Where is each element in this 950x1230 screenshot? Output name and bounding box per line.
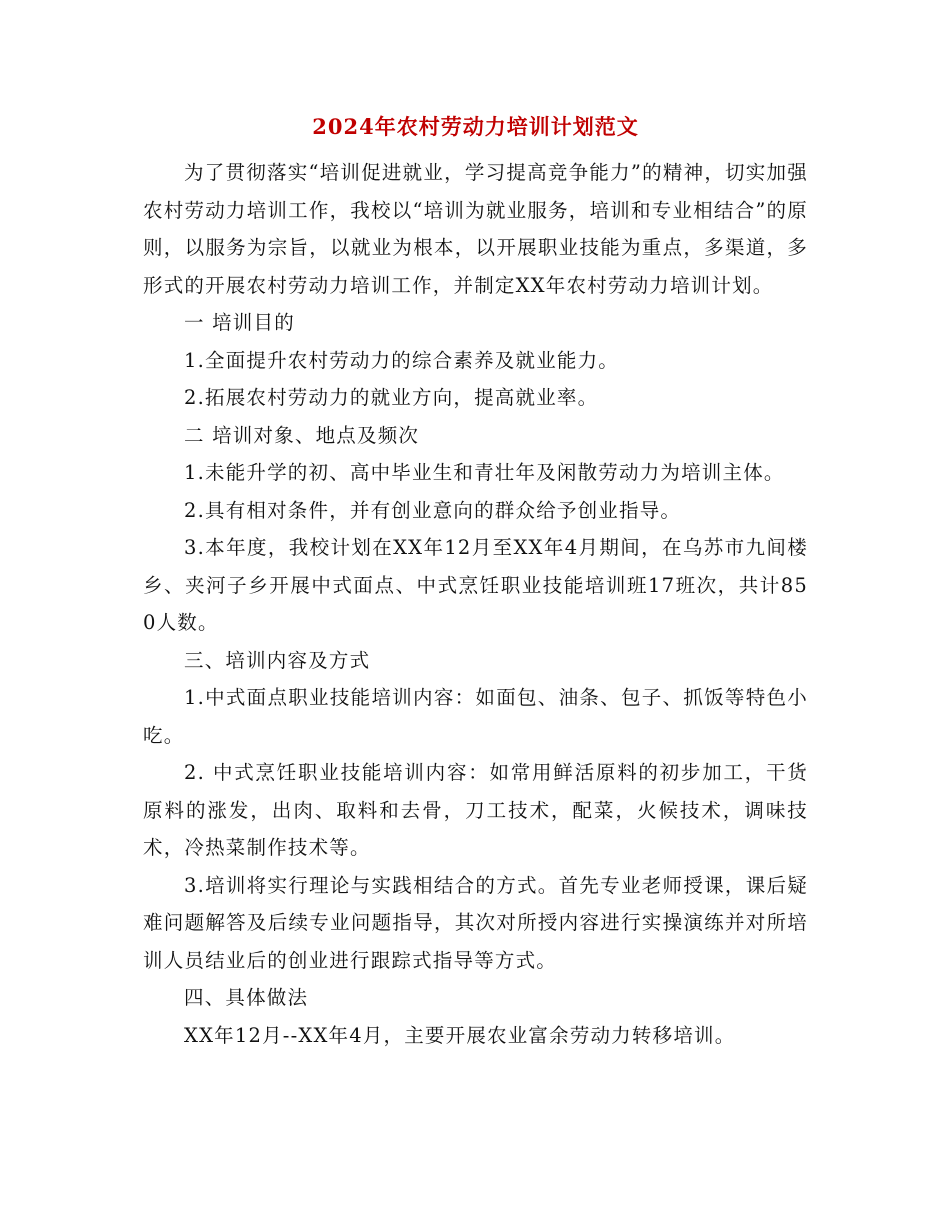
list-item: 2. 中式烹饪职业技能培训内容：如常用鲜活原料的初步加工，干货原料的涨发，出肉、取料和去骨，刀工技术，配菜，火候技术，调味技术，冷热菜制作技术等。 bbox=[143, 761, 808, 859]
document-page bbox=[143, 112, 808, 1054]
list-item: 3.本年度，我校计划在XX年12月至XX年4月期间，在乌苏市九间楼乡、夹河子乡开展中式面点、中式烹饪职业技能培训班17班次，共计850人数。 bbox=[143, 536, 808, 634]
list-item: 3.培训将实行理论与实践相结合的方式。首先专业老师授课，课后疑难问题解答及后续专业问题指导，其次对所授内容进行实操演练并对所培训人员结业后的创业进行跟踪式指导等方式。 bbox=[143, 873, 808, 972]
list-item: 1.未能升学的初、高中毕业生和青壮年及闲散劳动力为培训主体。 bbox=[184, 461, 785, 484]
schedule-paragraph: XX年12月--XX年4月，主要开展农业富余劳动力转移培训。 bbox=[184, 1023, 736, 1047]
list-item: 1.中式面点职业技能培训内容：如面包、油条、包子、抓饭等特色小吃。 bbox=[143, 686, 808, 747]
list-item: 2.具有相对条件，并有创业意向的群众给予创业指导。 bbox=[184, 498, 682, 522]
section-heading-method: 四、具体做法 bbox=[184, 986, 309, 1009]
section-heading-targets: 二 培训对象、地点及频次 bbox=[184, 423, 420, 447]
intro-paragraph: 为了贯彻落实“培训促进就业，学习提高竞争能力”的精神，切实加强农村劳动力培训工作，我校以“培训为就业服务，培训和专业相结合”的原则，以服务为宗旨，以就业为根本，以开展职业技能为重点，多渠道，多形式的开展农村劳动力培训工作，并制定XX年农村劳动力培训计划。 bbox=[143, 161, 808, 297]
section-heading-purpose: 一 培训目的 bbox=[184, 311, 295, 334]
list-item: 1.全面提升农村劳动力的综合素养及就业能力。 bbox=[184, 348, 620, 372]
list-item: 2.拓展农村劳动力的就业方向，提高就业率。 bbox=[184, 386, 599, 409]
section-heading-content: 三、培训内容及方式 bbox=[184, 648, 371, 672]
document-title: 2024年农村劳动力培训计划范文 bbox=[312, 114, 639, 139]
